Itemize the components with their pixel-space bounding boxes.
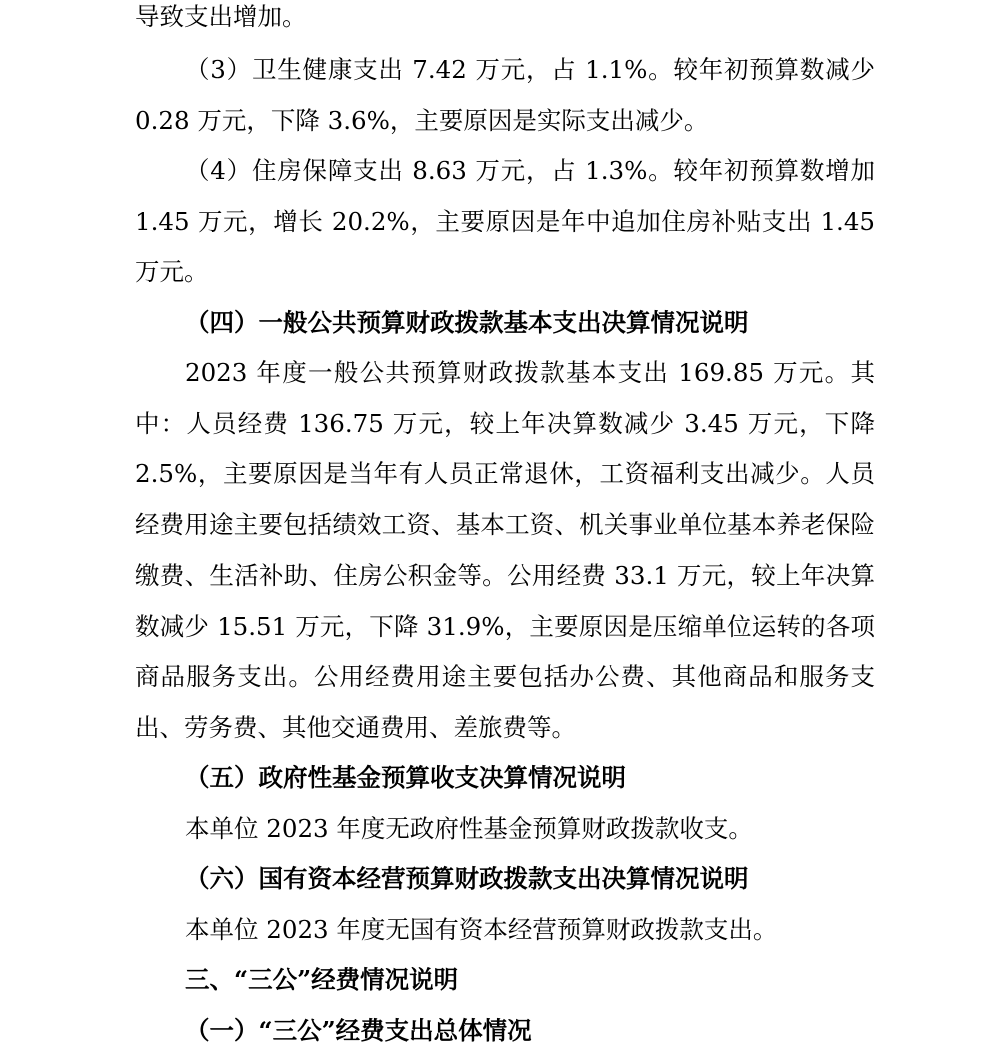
paragraph-continuation: 导致支出增加。: [135, 2, 307, 31]
paragraph-basic-expenditure: 2023 年度一般公共预算财政拨款基本支出 169.85 万元。其中：人员经费 136.75 万元，较上年决算数减少 3.45 万元，下降 2.5%，主要原因是当年有人员正常退休，工资福利支出减少。人员经费用途主要包括绩效工资、基本工资、机关事业单位基本养老保险缴费、生活补助、住房公积金等。公用经费 33.1 万元，较上年决算数减少 15.51 万元，下降 31.9%，主要原因是压缩单位运转的各项商品服务支出。公用经费用途主要包括办公费、其他商品和服务支出、劳务费、其他交通费用、差旅费等。: [135, 358, 875, 742]
paragraph-state-capital: 本单位 2023 年度无国有资本经营预算财政拨款支出。: [185, 915, 778, 944]
paragraph-housing-expenditure: （4）住房保障支出 8.63 万元，占 1.3%。较年初预算数增加 1.45 万元，增长 20.2%，主要原因是年中追加住房补贴支出 1.45 万元。: [135, 156, 875, 287]
paragraph-government-fund: 本单位 2023 年度无政府性基金预算财政拨款收支。: [185, 814, 753, 843]
section-heading-government-fund: （五）政府性基金预算收支决算情况说明: [185, 763, 626, 792]
section-heading-state-capital: （六）国有资本经营预算财政拨款支出决算情况说明: [185, 864, 749, 893]
section-heading-three-public-overall: （一）“三公”经费支出总体情况: [185, 1016, 532, 1045]
paragraph-health-expenditure: （3）卫生健康支出 7.42 万元，占 1.1%。较年初预算数减少 0.28 万元，下降 3.6%，主要原因是实际支出减少。: [135, 55, 875, 135]
chapter-heading-three-public: 三、“三公”经费情况说明: [185, 965, 459, 994]
section-heading-basic-expenditure: （四）一般公共预算财政拨款基本支出决算情况说明: [185, 308, 749, 337]
